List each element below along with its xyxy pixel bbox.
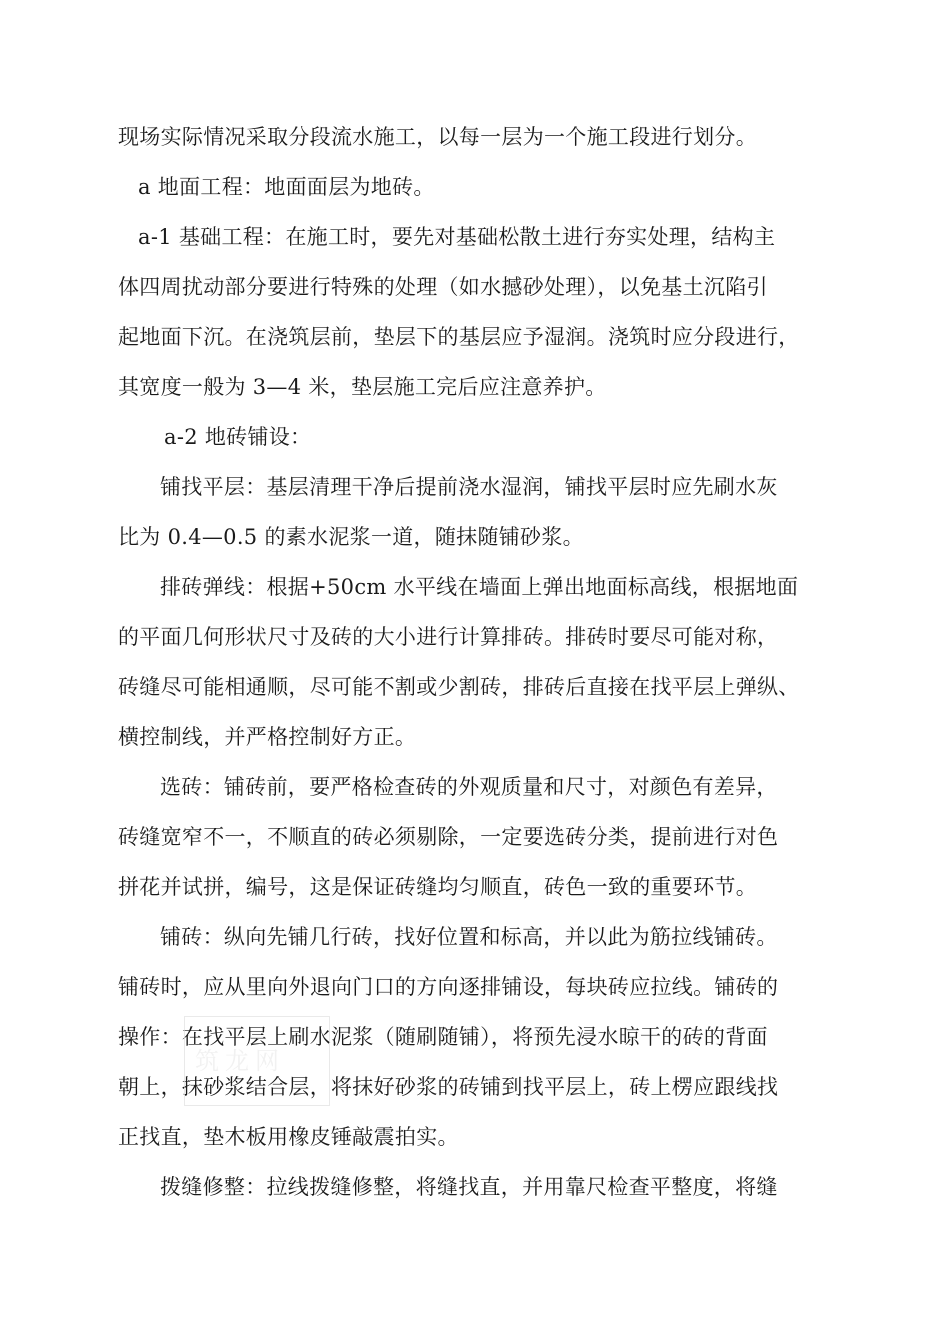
text-line: a-2 地砖铺设： [164,425,312,449]
text-line: a 地面工程：地面面层为地砖。 [138,175,435,199]
text-line: 横控制线，并严格控制好方正。 [118,725,417,749]
text-line: 砖缝宽窄不一，不顺直的砖必须剔除，一定要选砖分类，提前进行对色 [118,825,779,849]
text-line: 其宽度一般为 3—4 米，垫层施工完后应注意养护。 [118,375,607,399]
text-line: 的平面几何形状尺寸及砖的大小进行计算排砖。排砖时要尽可能对称， [118,625,779,649]
text-line: 起地面下沉。在浇筑层前，垫层下的基层应予湿润。浇筑时应分段进行， [118,325,800,349]
text-line: 比为 0.4—0.5 的素水泥浆一道，随抹随铺砂浆。 [118,525,584,549]
watermark-stamp [184,1016,330,1106]
text-line: 砖缝尽可能相通顺，尽可能不割或少割砖，排砖后直接在找平层上弹纵、 [118,675,800,699]
text-line: 朝上，抹砂浆结合层，将抹好砂浆的砖铺到找平层上，砖上楞应跟线找 [118,1075,779,1099]
text-line: 铺砖：纵向先铺几行砖，找好位置和标高，并以此为筋拉线铺砖。 [160,925,778,949]
text-line: 正找直，垫木板用橡皮锤敲震拍实。 [118,1125,459,1149]
text-line: 拼花并试拼，编号，这是保证砖缝均匀顺直，砖色一致的重要环节。 [118,875,757,899]
text-line: 排砖弹线：根据+50cm 水平线在墙面上弹出地面标高线，根据地面 [160,575,799,599]
watermark-text: 筑龙网 [195,1047,285,1075]
text-line: 铺找平层：基层清理干净后提前浇水湿润，铺找平层时应先刷水灰 [160,475,778,499]
text-line: a-1 基础工程：在施工时，要先对基础松散土进行夯实处理，结构主 [138,225,776,249]
text-line: 现场实际情况采取分段流水施工，以每一层为一个施工段进行划分。 [118,125,757,149]
text-line: 体四周扰动部分要进行特殊的处理（如水撼砂处理），以免基土沉陷引 [118,275,768,299]
text-line: 选砖：铺砖前，要严格检查砖的外观质量和尺寸，对颜色有差异， [160,775,778,799]
text-line: 操作：在找平层上刷水泥浆（随刷随铺），将预先浸水晾干的砖的背面 [118,1025,768,1049]
text-line: 铺砖时，应从里向外退向门口的方向逐排铺设，每块砖应拉线。铺砖的 [118,975,779,999]
text-line: 拨缝修整：拉线拨缝修整，将缝找直，并用靠尺检查平整度，将缝 [160,1175,778,1199]
